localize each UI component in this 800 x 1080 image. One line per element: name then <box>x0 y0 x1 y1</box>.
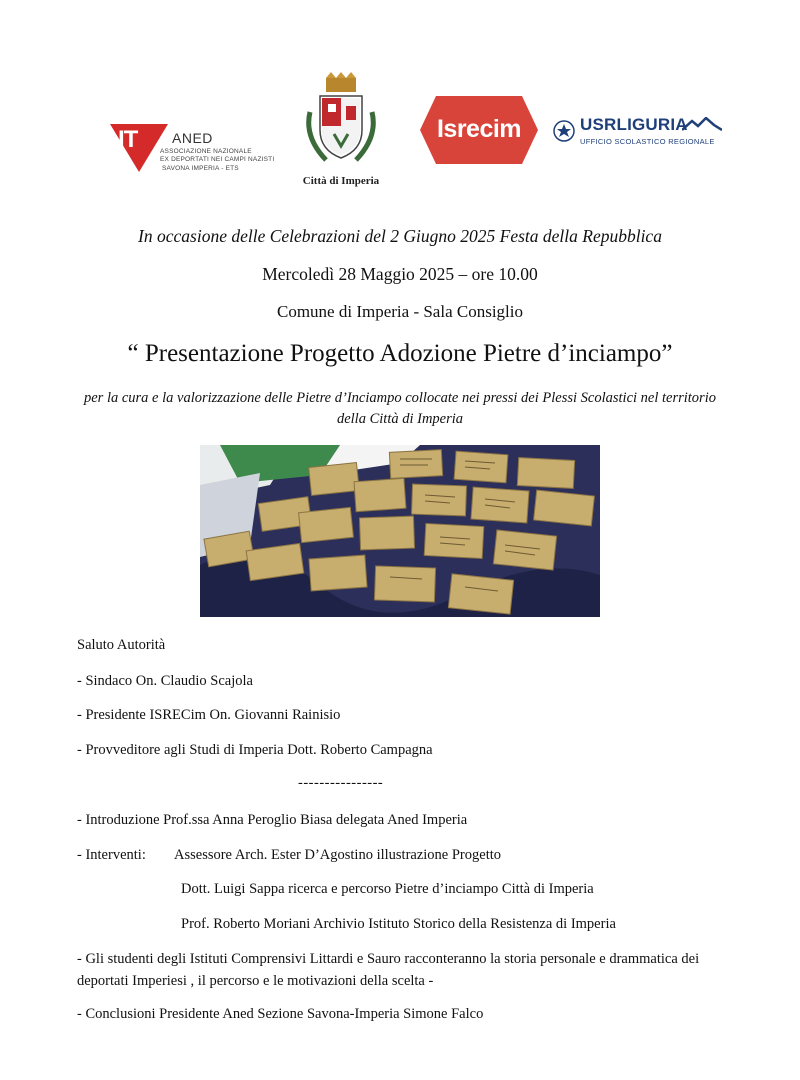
usr-subtitle: UFFICIO SCOLASTICO REGIONALE <box>580 137 715 146</box>
brass-stone <box>493 530 556 570</box>
interventi-label: - Interventi: <box>77 847 146 863</box>
usr-title: USRLIGURIA <box>580 115 688 134</box>
separator: ---------------- <box>298 775 384 791</box>
aned-title: ANED <box>172 130 213 146</box>
stumbling-stones-photo <box>200 445 600 617</box>
italy-emblem-icon <box>552 119 576 143</box>
brass-stone <box>534 490 595 526</box>
coat-of-arms-icon <box>296 72 386 172</box>
students-paragraph: - Gli studenti degli Istituti Comprensivi Littardi e Sauro racconteranno la storia personale e drammatica dei deportati Imperiesi , il percorso e le motivazioni della scelta - <box>77 951 700 989</box>
brass-stone <box>299 507 354 542</box>
brass-stone <box>424 524 484 559</box>
aned-line3: SAVONA IMPERIA - ETS <box>162 165 239 172</box>
greetings-heading: Saluto Autorità <box>77 637 166 653</box>
greeting-item: - Presidente ISRECim On. Giovanni Rainisio <box>77 707 341 723</box>
brass-stone <box>374 566 435 602</box>
isrecim-label: Isrecim <box>436 115 522 143</box>
mountains-icon <box>682 117 722 131</box>
intervento-item: Prof. Roberto Moriani Archivio Istituto Storico della Resistenza di Imperia <box>181 916 616 932</box>
brass-stone <box>389 450 442 479</box>
brass-stone <box>471 487 529 523</box>
event-place: Comune di Imperia - Sala Consiglio <box>277 302 523 321</box>
brass-stone <box>517 458 574 489</box>
conclusions-item: - Conclusioni Presidente Aned Sezione Savona-Imperia Simone Falco <box>77 1006 484 1022</box>
event-subtitle: per la cura e la valorizzazione delle Pietre d’Inciampo collocate nei pressi dei Plessi Scolastici nel territorio della Città di Imperia <box>84 390 716 427</box>
brass-stone <box>354 478 406 511</box>
aned-logo <box>110 120 275 180</box>
brass-stone <box>309 463 360 496</box>
introduction-item: - Introduzione Prof.ssa Anna Peroglio Biasa delegata Aned Imperia <box>77 812 468 828</box>
brass-stone <box>359 516 414 550</box>
intervento-item: Assessore Arch. Ester D’Agostino illustrazione Progetto <box>174 847 502 863</box>
occasion-line: In occasione delle Celebrazioni del 2 Giugno 2025 Festa della Repubblica <box>138 226 662 246</box>
aned-line1: ASSOCIAZIONE NAZIONALE <box>160 148 252 155</box>
brass-stone <box>454 451 508 483</box>
imperia-label: Città di Imperia <box>302 175 380 187</box>
isrecim-logo <box>420 96 538 164</box>
aned-mark: IT <box>118 126 138 153</box>
imperia-logo <box>296 72 386 190</box>
usr-liguria-logo <box>552 115 722 155</box>
event-title: “ Presentazione Progetto Adozione Pietre d’inciampo” <box>127 340 673 367</box>
greeting-item: - Provveditore agli Studi di Imperia Dott. Roberto Campagna <box>77 742 433 758</box>
brass-stone <box>448 574 513 614</box>
intervento-item: Dott. Luigi Sappa ricerca e percorso Pietre d’inciampo Città di Imperia <box>181 881 594 897</box>
brass-stone <box>309 555 367 591</box>
aned-line2: EX DEPORTATI NEI CAMPI NAZISTI <box>160 156 275 163</box>
stumbling-stones-photo-art <box>200 445 600 617</box>
event-date: Mercoledì 28 Maggio 2025 – ore 10.00 <box>262 264 538 284</box>
greeting-item: - Sindaco On. Claudio Scajola <box>77 673 253 689</box>
brass-stone <box>411 484 466 516</box>
